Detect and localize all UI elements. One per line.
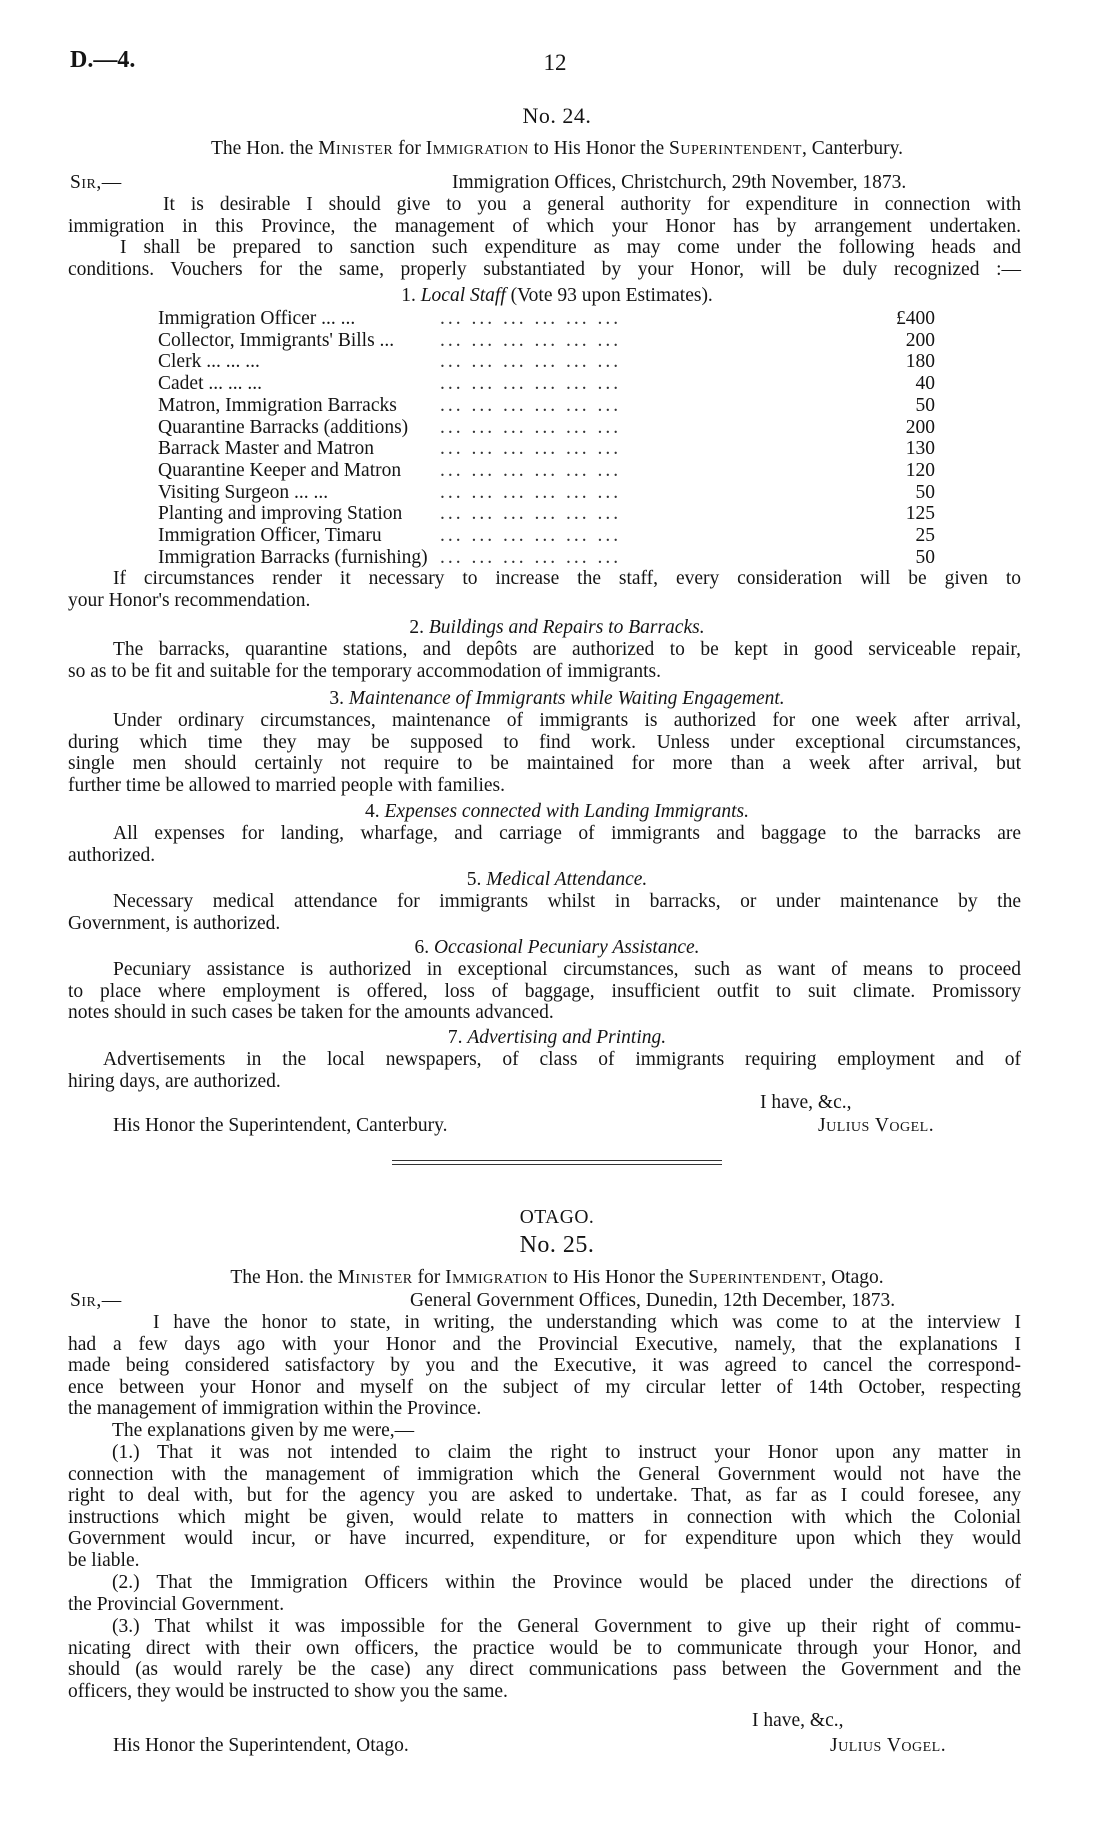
text-line: notes should in such cases be taken for the amounts advanced. [68, 1002, 554, 1024]
letter-25-closing: I have, &c., [752, 1710, 844, 1731]
text-line: Under ordinary circumstances, maintenance of immigrants is authorized for one week after arrival, [113, 710, 1021, 731]
staff-note [68, 568, 1021, 611]
text-line: single men should certainly not require to be maintained for more than a week after arrival, but [68, 753, 1021, 775]
letter-25-salutation: Sir,— [70, 1290, 122, 1311]
staff-row-name: Collector, Immigrants' Bills ... [158, 329, 395, 351]
staff-row-amount: 40 [915, 373, 935, 395]
text-line: so as to be fit and suitable for the temporary accommodation of immigrants. [68, 660, 661, 682]
text-line: authorized. [68, 844, 156, 866]
staff-row-amount: 50 [915, 394, 935, 416]
leader-dots: ... ... ... ... ... ... [440, 351, 622, 373]
letter-24-salutation: Sir,— [70, 172, 122, 193]
text-line: If circumstances render it necessary to increase the staff, every consideration will be given to [113, 568, 1021, 589]
text-line: conditions. Vouchers for the same, properly substantiated by your Honor, will be duly recognized :— [68, 258, 1021, 280]
section-4-text [68, 823, 1021, 866]
page-number: 12 [543, 50, 567, 75]
staff-row-name: Clerk ... ... ... [158, 351, 260, 373]
text-line: It is desirable I should give to you a general authority for expenditure in connection with [163, 194, 1021, 215]
staff-row-amount: 180 [905, 351, 935, 373]
staff-row-amount: £400 [896, 308, 935, 329]
leader-dots: ... ... ... ... ... ... [440, 438, 622, 460]
letter-25-paragraph-1 [68, 1312, 1021, 1420]
section-5-text [68, 891, 1021, 934]
staff-row-amount: 120 [905, 459, 935, 481]
letter-25-signature: Julius Vogel. [830, 1735, 947, 1756]
text-line: I have the honor to state, in writing, the understanding which was come to at the interview I [153, 1312, 1021, 1333]
letter-25-point-3 [68, 1616, 1021, 1702]
text-line: right to deal with, but for the agency you are asked to undertake. That, as far as I could foresee, any [68, 1485, 1021, 1507]
letter-24-closing: I have, &c., [760, 1092, 852, 1113]
staff-row-name: Quarantine Barracks (additions) [158, 416, 409, 438]
text-line: (3.) That whilst it was impossible for the General Government to give up their right of commu- [112, 1616, 1021, 1637]
staff-row-amount: 130 [905, 438, 935, 460]
text-line: had a few days ago with your Honor and the Provincial Executive, namely, that the explanations I [68, 1333, 1021, 1355]
text-line: The barracks, quarantine stations, and depôts are authorized to be kept in good serviceable repair, [113, 639, 1021, 660]
leader-dots: ... ... ... ... ... ... [440, 546, 622, 568]
section-heading-landing: 4. Expenses connected with Landing Immigrants. [365, 801, 749, 822]
leader-dots: ... ... ... ... ... ... [440, 481, 622, 503]
leader-dots: ... ... ... ... ... ... [440, 525, 622, 546]
text-line: (1.) That it was not intended to claim the right to instruct your Honor upon any matter in [112, 1442, 1021, 1463]
text-line: Pecuniary assistance is authorized in exceptional circumstances, such as want of means to proceed [113, 959, 1021, 980]
staff-row-amount: 50 [915, 546, 935, 568]
staff-row-name: Barrack Master and Matron [158, 438, 375, 460]
staff-row-name: Immigration Officer ... ... [158, 308, 356, 329]
section-heading-maintenance: 3. Maintenance of Immigrants while Waiting Engagement. [329, 688, 785, 709]
staff-row-amount: 50 [915, 481, 935, 503]
leader-dots: ... ... ... ... ... ... [440, 503, 622, 525]
section-heading-medical: 5. Medical Attendance. [466, 869, 648, 890]
text-line: made being considered satisfactory by you and the Executive, it was agreed to cancel the correspond- [68, 1355, 1021, 1377]
text-line: I shall be prepared to sanction such expenditure as may come under the following heads and [120, 237, 1021, 259]
staff-row-amount: 200 [905, 329, 935, 351]
staff-row-name: Immigration Barracks (furnishing) [158, 546, 428, 568]
leader-dots: ... ... ... ... ... ... [440, 394, 622, 416]
text-line: instructions which might be given, would relate to matters in connection with which the Colonial [68, 1506, 1021, 1528]
text-line: hiring days, are authorized. [68, 1070, 281, 1092]
letter-24-intro [68, 194, 1021, 280]
staff-row-amount: 25 [915, 525, 935, 546]
text-line: Government, is authorized. [68, 912, 281, 934]
text-line: (2.) That the Immigration Officers within the Province would be placed under the directions of [112, 1572, 1021, 1593]
letter-25-point-1 [68, 1442, 1021, 1572]
text-line: Necessary medical attendance for immigrants whilst in barracks, or under maintenance by the [113, 891, 1021, 912]
letter-24-dateline: Immigration Offices, Christchurch, 29th November, 1873. [452, 172, 907, 193]
otago-heading: OTAGO. [519, 1207, 595, 1228]
letter-25-recipient: His Honor the Superintendent, Otago. [113, 1735, 409, 1756]
staff-row-name: Immigration Officer, Timaru [158, 525, 382, 546]
letter-25-dateline: General Government Offices, Dunedin, 12th December, 1873. [410, 1290, 896, 1311]
letter-25-addressee: The Hon. the Minister for Immigration to His Honor the Superintendent, Otago. [230, 1267, 884, 1288]
separator-rule [392, 1160, 722, 1161]
text-line: immigration in this Province, the management of which your Honor has by arrangement undertaken. [68, 215, 1021, 237]
leader-dots: ... ... ... ... ... ... [440, 329, 622, 351]
leader-dots: ... ... ... ... ... ... [440, 416, 622, 438]
document-reference: D.—4. [70, 47, 136, 73]
letter-25-number: No. 25. [519, 1232, 595, 1258]
staff-row-amount: 200 [905, 416, 935, 438]
text-line: should (as would rarely be the case) any direct communications pass between the Government and the [68, 1659, 1021, 1681]
section-3-text [68, 710, 1021, 796]
text-line: Advertisements in the local newspapers, of class of immigrants requiring employment and of [103, 1049, 1021, 1070]
separator-rule [392, 1164, 722, 1165]
text-line: All expenses for landing, wharfage, and carriage of immigrants and baggage to the barracks are [113, 823, 1021, 844]
staff-row-amount: 125 [905, 503, 935, 525]
letter-25-paragraph-2: The explanations given by me were,— [112, 1420, 415, 1441]
text-line: Government would incur, or have incurred, expenditure, or for expenditure upon which they would [68, 1528, 1021, 1550]
staff-row-name: Cadet ... ... ... [158, 373, 262, 395]
text-line: officers, they would be instructed to show you the same. [68, 1680, 508, 1702]
leader-dots: ... ... ... ... ... ... [440, 373, 622, 395]
text-line: further time be allowed to married people with families. [68, 774, 505, 796]
section-heading-buildings: 2. Buildings and Repairs to Barracks. [409, 617, 705, 638]
text-line: nicating direct with their own officers, the practice would be to communicate through your Honor, and [68, 1637, 1021, 1659]
letter-25-point-2 [68, 1572, 1021, 1615]
section-heading-local-staff: 1. Local Staff (Vote 93 upon Estimates). [401, 285, 713, 306]
staff-row-name: Visiting Surgeon ... ... [158, 481, 329, 503]
text-line: the management of immigration within the Province. [68, 1398, 482, 1420]
leader-dots: ... ... ... ... ... ... [440, 308, 622, 329]
text-line: to place where employment is offered, loss of baggage, insufficient outfit to suit climate. Promissory [68, 980, 1021, 1002]
staff-row-name: Matron, Immigration Barracks [158, 394, 397, 416]
text-line: connection with the management of immigration which the General Government would not have the [68, 1463, 1021, 1485]
letter-24-addressee: The Hon. the Minister for Immigration to His Honor the Superintendent, Canterbury. [210, 138, 904, 159]
section-7-text [68, 1049, 1021, 1092]
letter-24-signature: Julius Vogel. [818, 1115, 935, 1136]
text-line: during which time they may be supposed to find work. Unless under exceptional circumstances, [68, 731, 1021, 753]
section-heading-advertising: 7. Advertising and Printing. [447, 1027, 667, 1048]
leader-dots: ... ... ... ... ... ... [440, 459, 622, 481]
staff-row-name: Quarantine Keeper and Matron [158, 459, 402, 481]
text-line: ence between your Honor and myself on the subject of my circular letter of 14th October, respecting [68, 1376, 1021, 1398]
staff-row-name: Planting and improving Station [158, 503, 403, 525]
letter-24-recipient: His Honor the Superintendent, Canterbury. [113, 1115, 448, 1136]
letter-24-number: No. 24. [522, 103, 592, 128]
text-line: your Honor's recommendation. [68, 589, 311, 611]
section-heading-pecuniary: 6. Occasional Pecuniary Assistance. [414, 937, 700, 958]
section-2-text [68, 639, 1021, 682]
text-line: be liable. [68, 1549, 140, 1571]
text-line: the Provincial Government. [68, 1593, 285, 1615]
section-6-text [68, 959, 1021, 1024]
